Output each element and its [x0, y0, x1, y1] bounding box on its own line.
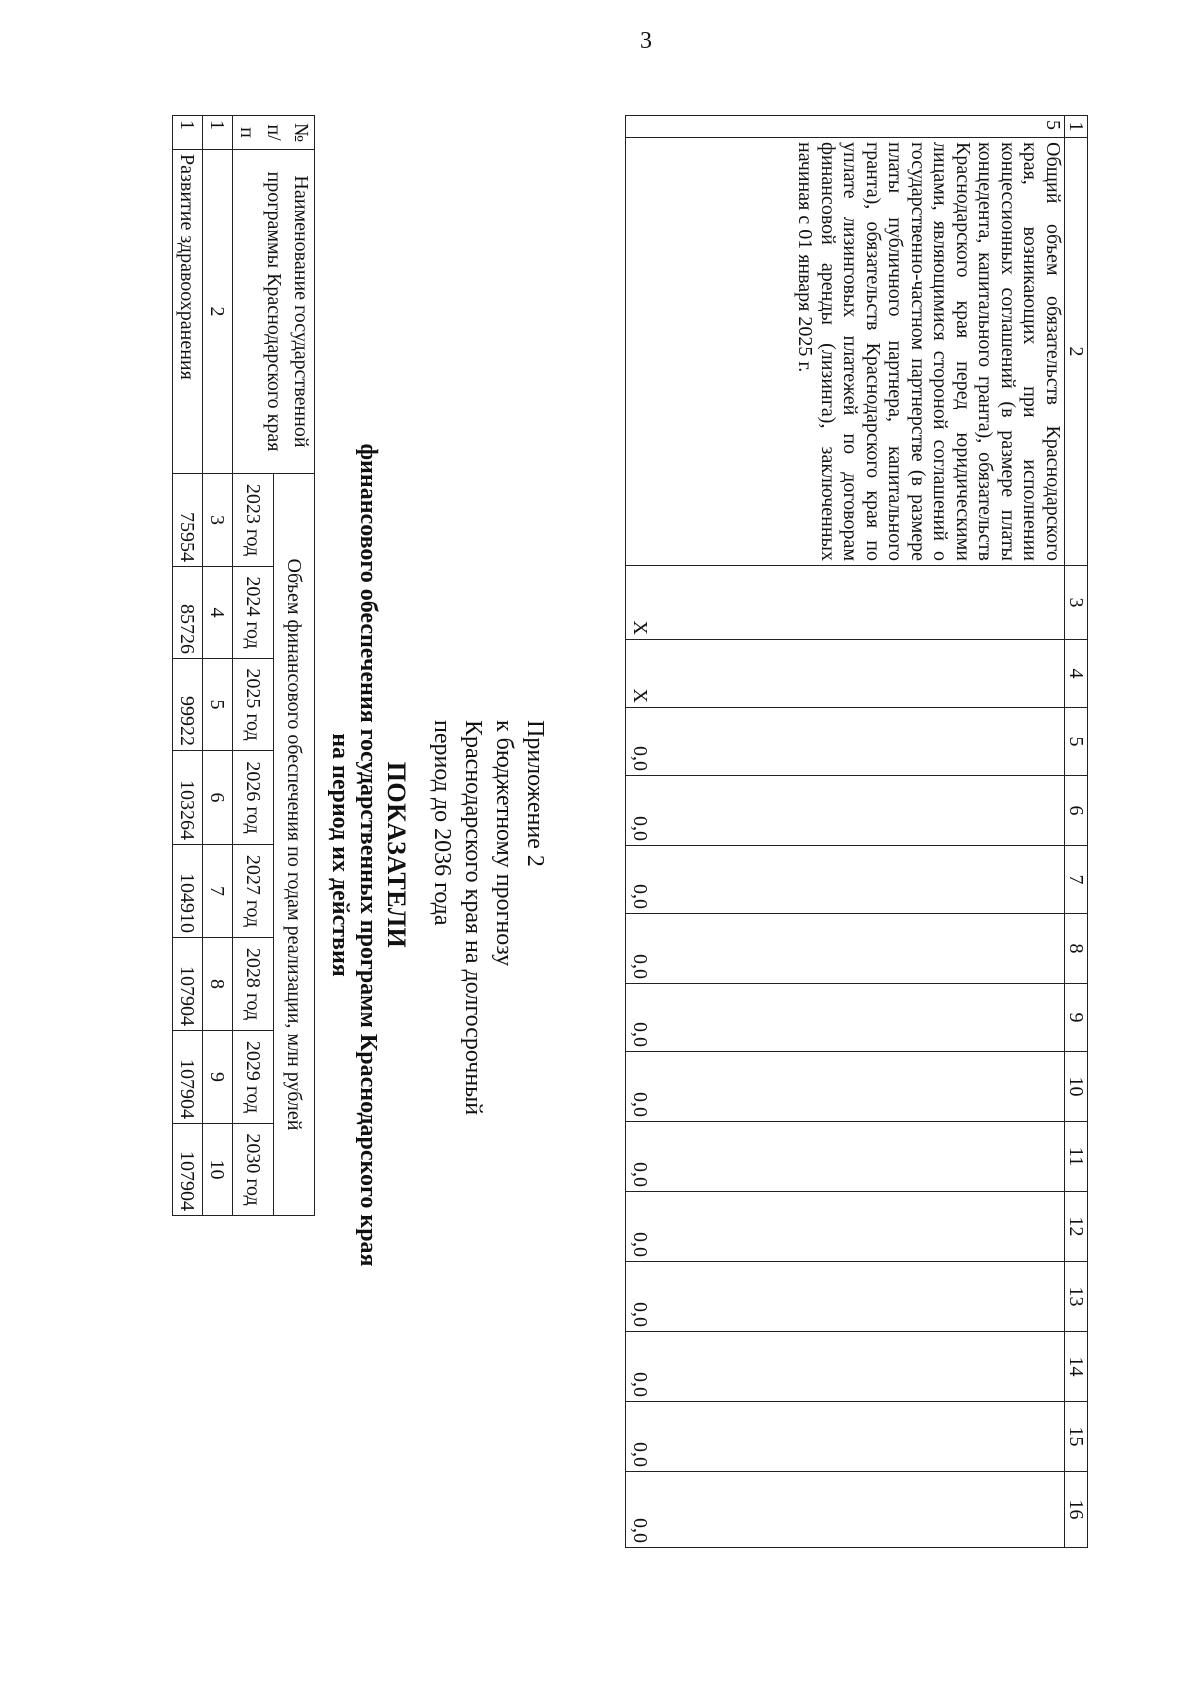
- document-heading: [326, 55, 410, 1655]
- financing-table: [172, 115, 315, 1216]
- table-cell: 0,0: [626, 776, 1065, 846]
- year-header: 2023 год: [233, 474, 274, 567]
- col-number: 7: [1065, 846, 1088, 914]
- table-cell: 103264: [173, 751, 203, 845]
- col-number: 8: [203, 938, 233, 1031]
- obligations-table: [625, 115, 1088, 1548]
- program-name: Развитие здравоохранения: [173, 150, 203, 474]
- col-number: 2: [203, 150, 233, 474]
- table-cell: 0,0: [626, 1402, 1065, 1472]
- table-cell: 0,0: [626, 1472, 1065, 1548]
- col-number: 12: [1065, 1192, 1088, 1262]
- year-header: 2025 год: [233, 659, 274, 751]
- table-cell: 104910: [173, 845, 203, 938]
- appendix-note: [426, 720, 550, 1115]
- page-number: 3: [640, 28, 652, 54]
- col-number: 11: [1065, 1122, 1088, 1192]
- table-cell: 75954: [173, 474, 203, 567]
- col-number: 10: [1065, 1052, 1088, 1122]
- year-header: 2029 год: [233, 1031, 274, 1124]
- heading-line: финансового обеспечения государственных программ Краснодарского края: [355, 443, 381, 1267]
- year-header: 2030 год: [233, 1124, 274, 1216]
- table-row: [626, 116, 1065, 1548]
- col-number: 1: [203, 116, 233, 150]
- column-number-row: [1065, 116, 1088, 1548]
- column-number-row: [203, 116, 233, 1216]
- table-row: [173, 116, 203, 1216]
- col-number: 16: [1065, 1472, 1088, 1548]
- year-header: 2027 год: [233, 845, 274, 938]
- appendix-line: Краснодарского края на долгосрочный: [460, 720, 486, 1116]
- year-header: 2028 год: [233, 938, 274, 1031]
- table-cell: X: [626, 566, 1065, 640]
- table-cell: 107904: [173, 1031, 203, 1124]
- appendix-line: к бюджетному прогнозу: [491, 720, 517, 967]
- heading-line: на период их действия: [327, 733, 353, 977]
- row-index: 5: [626, 116, 1065, 138]
- col-name-header: Наименование государственной программы Краснодарского края: [233, 150, 315, 474]
- table-cell: 0,0: [626, 1052, 1065, 1122]
- volume-header: Объем финансового обеспечения по годам реализации, млн рублей: [274, 474, 315, 1216]
- col-number: 2: [1065, 138, 1088, 566]
- year-header: 2024 год: [233, 567, 274, 659]
- col-number: 8: [1065, 914, 1088, 984]
- col-number: 9: [1065, 984, 1088, 1052]
- table-cell: 107904: [173, 1124, 203, 1216]
- col-number: 6: [1065, 776, 1088, 846]
- year-header: 2026 год: [233, 751, 274, 845]
- table-cell: 0,0: [626, 1192, 1065, 1262]
- table-cell: 0,0: [626, 846, 1065, 914]
- row-no: 1: [173, 116, 203, 150]
- col-number: 4: [203, 567, 233, 659]
- col-number: 13: [1065, 1262, 1088, 1332]
- heading-title: ПОКАЗАТЕЛИ: [382, 761, 411, 949]
- col-number: 9: [203, 1031, 233, 1124]
- table-cell: 0,0: [626, 914, 1065, 984]
- col-number: 14: [1065, 1332, 1088, 1402]
- header-row: [274, 116, 315, 1216]
- landscape-sheet: [0, 55, 1130, 1655]
- table-cell: 0,0: [626, 1262, 1065, 1332]
- col-number: 5: [1065, 708, 1088, 776]
- col-number: 6: [203, 751, 233, 845]
- col-number: 4: [1065, 640, 1088, 708]
- table-cell: 0,0: [626, 984, 1065, 1052]
- table-cell: 0,0: [626, 1332, 1065, 1402]
- appendix-line: период до 2036 года: [429, 720, 455, 926]
- table-cell: X: [626, 640, 1065, 708]
- col-no-header: № п/п: [233, 116, 315, 150]
- table-cell: 107904: [173, 938, 203, 1031]
- col-number: 10: [203, 1124, 233, 1216]
- col-number: 15: [1065, 1402, 1088, 1472]
- col-number: 1: [1065, 116, 1088, 138]
- col-number: 5: [203, 659, 233, 751]
- appendix-line: Приложение 2: [522, 720, 548, 867]
- table-cell: 99922: [173, 659, 203, 751]
- col-number: 7: [203, 845, 233, 938]
- table-cell: 0,0: [626, 1122, 1065, 1192]
- col-number: 3: [1065, 566, 1088, 640]
- table-cell: 0,0: [626, 708, 1065, 776]
- col-number: 3: [203, 474, 233, 567]
- row-description: Общий объем обязательств Краснодарского края, возникающих при исполнении концессионных соглашений (в размере платы концедента, капитального гранта), обязательств Краснодарского края перед юридическими лицами, являющимися стороной соглашений о государственно-частном партнерстве (в размере платы публичного партнера, капитального гранта), обязательств Краснодарского края по уплате лизинговых платежей по договорам финансовой аренды (лизинга), заключенных начиная с 01 января 2025 г.: [626, 138, 1065, 566]
- table-cell: 85726: [173, 567, 203, 659]
